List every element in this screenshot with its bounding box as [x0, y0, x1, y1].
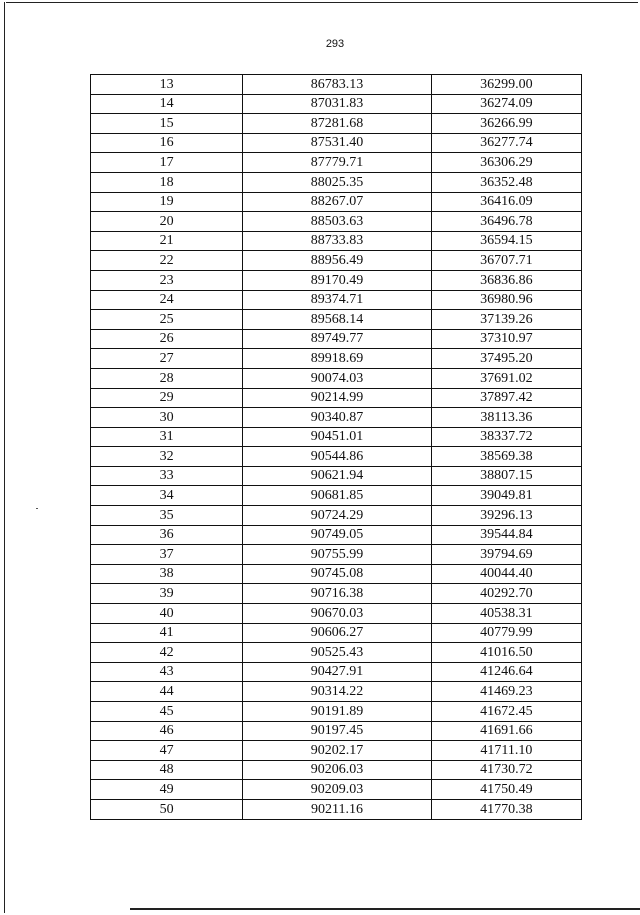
row-index-cell: 42: [91, 643, 243, 663]
row-index-cell: 31: [91, 427, 243, 447]
value-b-cell: 36277.74: [431, 133, 581, 153]
value-a-cell: 90206.03: [243, 760, 432, 780]
row-index-cell: 20: [91, 212, 243, 232]
table-row: [91, 584, 582, 604]
value-b-cell: 37495.20: [431, 349, 581, 369]
value-a-cell: 89170.49: [243, 270, 432, 290]
value-a-cell: 90755.99: [243, 545, 432, 565]
table-row: [91, 721, 582, 741]
row-index-cell: 28: [91, 368, 243, 388]
table-row: [91, 329, 582, 349]
value-a-cell: 90340.87: [243, 408, 432, 428]
scan-edge-top: [6, 2, 638, 3]
value-b-cell: 36416.09: [431, 192, 581, 212]
value-a-cell: 89749.77: [243, 329, 432, 349]
table-row: [91, 545, 582, 565]
row-index-cell: 30: [91, 408, 243, 428]
value-b-cell: 38807.15: [431, 466, 581, 486]
row-index-cell: 19: [91, 192, 243, 212]
value-a-cell: 89918.69: [243, 349, 432, 369]
row-index-cell: 25: [91, 310, 243, 330]
row-index-cell: 21: [91, 231, 243, 251]
row-index-cell: 24: [91, 290, 243, 310]
value-a-cell: 90749.05: [243, 525, 432, 545]
value-b-cell: 36980.96: [431, 290, 581, 310]
value-b-cell: 41711.10: [431, 741, 581, 761]
value-b-cell: 38113.36: [431, 408, 581, 428]
table-row: [91, 604, 582, 624]
value-a-cell: 90214.99: [243, 388, 432, 408]
table-row: [91, 172, 582, 192]
table-row: [91, 466, 582, 486]
scan-speck: [36, 508, 38, 509]
value-b-cell: 36274.09: [431, 94, 581, 114]
value-b-cell: 36352.48: [431, 172, 581, 192]
row-index-cell: 13: [91, 75, 243, 95]
row-index-cell: 16: [91, 133, 243, 153]
scan-edge-left: [4, 2, 5, 913]
row-index-cell: 41: [91, 623, 243, 643]
value-a-cell: 90621.94: [243, 466, 432, 486]
row-index-cell: 37: [91, 545, 243, 565]
table-row: [91, 564, 582, 584]
row-index-cell: 22: [91, 251, 243, 271]
value-b-cell: 36496.78: [431, 212, 581, 232]
value-b-cell: 41730.72: [431, 760, 581, 780]
value-b-cell: 39794.69: [431, 545, 581, 565]
table-row: [91, 388, 582, 408]
value-a-cell: 89374.71: [243, 290, 432, 310]
value-b-cell: 41246.64: [431, 662, 581, 682]
row-index-cell: 17: [91, 153, 243, 173]
value-a-cell: 90716.38: [243, 584, 432, 604]
row-index-cell: 26: [91, 329, 243, 349]
value-b-cell: 41672.45: [431, 702, 581, 722]
value-a-cell: 87779.71: [243, 153, 432, 173]
value-a-cell: 90724.29: [243, 506, 432, 526]
value-b-cell: 36594.15: [431, 231, 581, 251]
value-a-cell: 90451.01: [243, 427, 432, 447]
row-index-cell: 50: [91, 799, 243, 819]
value-b-cell: 41770.38: [431, 799, 581, 819]
page-number: 293: [325, 38, 345, 50]
row-index-cell: 18: [91, 172, 243, 192]
row-index-cell: 48: [91, 760, 243, 780]
row-index-cell: 49: [91, 780, 243, 800]
row-index-cell: 35: [91, 506, 243, 526]
value-a-cell: 90314.22: [243, 682, 432, 702]
table-row: [91, 349, 582, 369]
table-row: [91, 94, 582, 114]
value-a-cell: 90202.17: [243, 741, 432, 761]
table-row: [91, 741, 582, 761]
table-row: [91, 153, 582, 173]
row-index-cell: 23: [91, 270, 243, 290]
table-row: [91, 270, 582, 290]
value-b-cell: 37897.42: [431, 388, 581, 408]
table-row: [91, 799, 582, 819]
row-index-cell: 15: [91, 114, 243, 134]
value-a-cell: 89568.14: [243, 310, 432, 330]
value-a-cell: 90606.27: [243, 623, 432, 643]
coordinate-table: [90, 74, 582, 820]
value-b-cell: 36306.29: [431, 153, 581, 173]
table-row: [91, 408, 582, 428]
row-index-cell: 33: [91, 466, 243, 486]
table-row: [91, 780, 582, 800]
value-a-cell: 90197.45: [243, 721, 432, 741]
value-b-cell: 37310.97: [431, 329, 581, 349]
value-a-cell: 90427.91: [243, 662, 432, 682]
row-index-cell: 40: [91, 604, 243, 624]
value-b-cell: 36707.71: [431, 251, 581, 271]
row-index-cell: 27: [91, 349, 243, 369]
value-b-cell: 40292.70: [431, 584, 581, 604]
value-a-cell: 90525.43: [243, 643, 432, 663]
table-row: [91, 702, 582, 722]
table-row: [91, 760, 582, 780]
value-a-cell: 90209.03: [243, 780, 432, 800]
row-index-cell: 39: [91, 584, 243, 604]
table-row: [91, 192, 582, 212]
row-index-cell: 14: [91, 94, 243, 114]
table-row: [91, 251, 582, 271]
row-index-cell: 34: [91, 486, 243, 506]
value-b-cell: 39544.84: [431, 525, 581, 545]
table-row: [91, 486, 582, 506]
value-b-cell: 41469.23: [431, 682, 581, 702]
row-index-cell: 32: [91, 447, 243, 467]
table-row: [91, 682, 582, 702]
table-row: [91, 133, 582, 153]
row-index-cell: 46: [91, 721, 243, 741]
table-row: [91, 447, 582, 467]
row-index-cell: 36: [91, 525, 243, 545]
value-a-cell: 88503.63: [243, 212, 432, 232]
table-row: [91, 506, 582, 526]
table-row: [91, 212, 582, 232]
scan-edge-bottom: [130, 908, 640, 910]
table-row: [91, 231, 582, 251]
value-a-cell: 88956.49: [243, 251, 432, 271]
row-index-cell: 44: [91, 682, 243, 702]
value-b-cell: 37691.02: [431, 368, 581, 388]
value-b-cell: 41691.66: [431, 721, 581, 741]
value-b-cell: 41750.49: [431, 780, 581, 800]
row-index-cell: 38: [91, 564, 243, 584]
value-b-cell: 40538.31: [431, 604, 581, 624]
value-b-cell: 38337.72: [431, 427, 581, 447]
table-row: [91, 662, 582, 682]
value-b-cell: 36266.99: [431, 114, 581, 134]
value-a-cell: 88267.07: [243, 192, 432, 212]
value-a-cell: 87531.40: [243, 133, 432, 153]
value-a-cell: 90074.03: [243, 368, 432, 388]
row-index-cell: 43: [91, 662, 243, 682]
value-a-cell: 90211.16: [243, 799, 432, 819]
value-a-cell: 90681.85: [243, 486, 432, 506]
row-index-cell: 29: [91, 388, 243, 408]
row-index-cell: 47: [91, 741, 243, 761]
value-a-cell: 86783.13: [243, 75, 432, 95]
value-b-cell: 37139.26: [431, 310, 581, 330]
table-row: [91, 643, 582, 663]
value-a-cell: 90670.03: [243, 604, 432, 624]
coordinate-table-body: [91, 75, 582, 820]
table-row: [91, 368, 582, 388]
value-a-cell: 87281.68: [243, 114, 432, 134]
value-b-cell: 41016.50: [431, 643, 581, 663]
value-a-cell: 90544.86: [243, 447, 432, 467]
value-b-cell: 36836.86: [431, 270, 581, 290]
table-row: [91, 427, 582, 447]
row-index-cell: 45: [91, 702, 243, 722]
value-b-cell: 40779.99: [431, 623, 581, 643]
value-a-cell: 88733.83: [243, 231, 432, 251]
value-b-cell: 39296.13: [431, 506, 581, 526]
value-b-cell: 40044.40: [431, 564, 581, 584]
value-b-cell: 39049.81: [431, 486, 581, 506]
table-row: [91, 623, 582, 643]
table-row: [91, 114, 582, 134]
table-row: [91, 75, 582, 95]
value-b-cell: 36299.00: [431, 75, 581, 95]
table-row: [91, 310, 582, 330]
value-a-cell: 90745.08: [243, 564, 432, 584]
table-row: [91, 525, 582, 545]
value-b-cell: 38569.38: [431, 447, 581, 467]
value-a-cell: 87031.83: [243, 94, 432, 114]
value-a-cell: 88025.35: [243, 172, 432, 192]
table-row: [91, 290, 582, 310]
value-a-cell: 90191.89: [243, 702, 432, 722]
